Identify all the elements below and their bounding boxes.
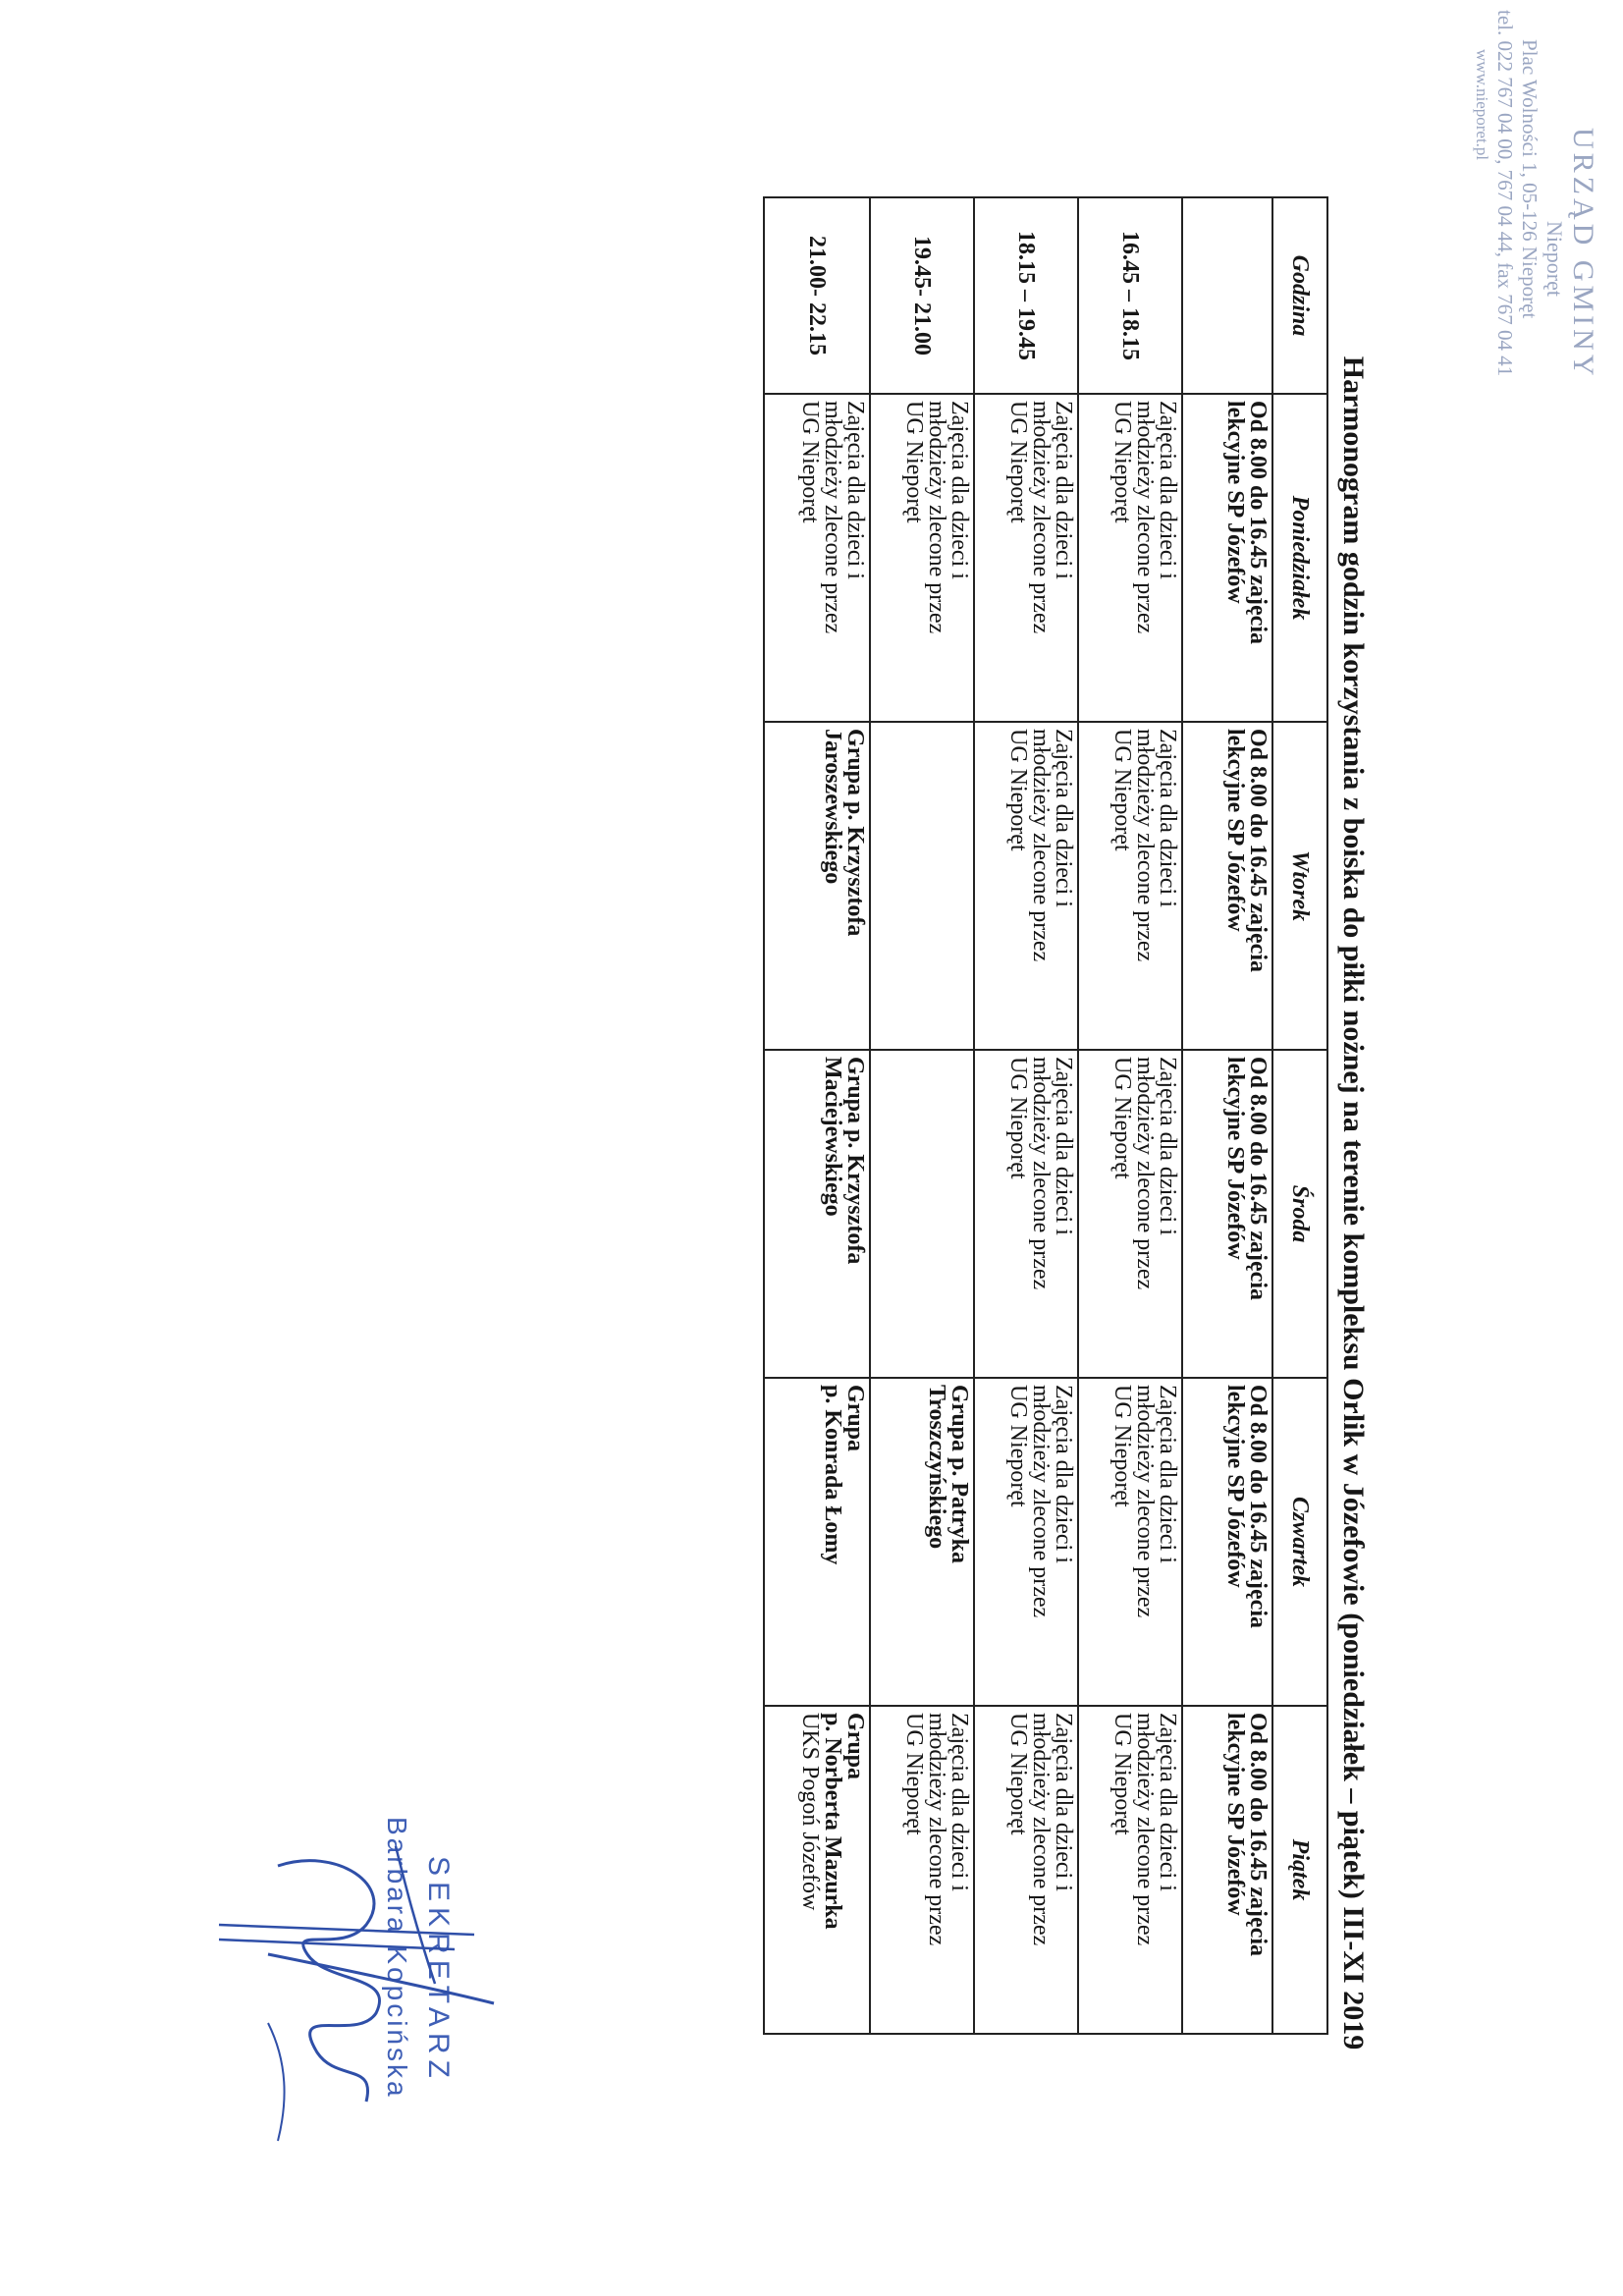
cell-line: lekcyjne SP Józefów — [1222, 401, 1248, 604]
cell-line: Zajęcia dla dzieci i — [1051, 401, 1076, 579]
cell-line: młodzieży zlecone przez — [1132, 729, 1158, 962]
cell-line: młodzieży zlecone przez — [924, 401, 949, 634]
stamp-website: www.nieporet.pl — [1473, 49, 1491, 161]
cell-line: Jaroszewskiego — [820, 729, 845, 885]
cell-tue-grupa — [764, 722, 870, 1050]
cell-line: UG Nieporęt — [1109, 1057, 1135, 1179]
cell-mon-zajecia — [764, 394, 870, 722]
stamp-office-name: URZĄD GMINY — [1567, 128, 1599, 380]
cell-fri-zajecia — [1078, 1706, 1182, 2034]
cell-line: Zajęcia dla dzieci i — [842, 401, 868, 579]
table-row — [764, 197, 870, 2034]
cell-tue-lessons — [1182, 722, 1272, 1050]
document-title: Harmonogram godzin korzystania z boiska do piłki nożnej na terenie kompleksu Orlik w Józefowie (poniedziałek – piątek) III-XI 2019 — [1337, 355, 1370, 2050]
time-cell: 16.45 – 18.15 — [1078, 197, 1182, 394]
cell-line: Zajęcia dla dzieci i — [1051, 1385, 1076, 1563]
cell-line: UG Nieporęt — [1005, 1057, 1031, 1179]
cell-line: młodzieży zlecone przez — [1028, 1057, 1054, 1290]
cell-wed-lessons — [1182, 1050, 1272, 1378]
cell-thu-zajecia — [974, 1378, 1078, 1706]
cell-line: UG Nieporęt — [1109, 1713, 1135, 1835]
cell-line: Od 8.00 do 16.45 zajęcia — [1245, 729, 1271, 972]
cell-thu-lessons — [1182, 1378, 1272, 1706]
cell-line: UG Nieporęt — [797, 401, 823, 523]
cell-line: p. Norberta Mazurka — [820, 1713, 845, 1930]
cell-line: młodzieży zlecone przez — [1132, 1385, 1158, 1618]
cell-line: Zajęcia dla dzieci i — [1155, 729, 1180, 907]
cell-line: UG Nieporęt — [1005, 729, 1031, 851]
cell-thu-zajecia — [1078, 1378, 1182, 1706]
signature-title: SEKRETARZ — [422, 1856, 455, 2084]
time-cell-empty — [1182, 197, 1272, 394]
cell-line: Zajęcia dla dzieci i — [947, 401, 972, 579]
cell-line: młodzieży zlecone przez — [1132, 401, 1158, 634]
time-cell: 19.45- 21.00 — [870, 197, 974, 394]
cell-line: lekcyjne SP Józefów — [1222, 729, 1248, 932]
cell-line: Zajęcia dla dzieci i — [947, 1713, 972, 1891]
time-cell: 21.00- 22.15 — [764, 197, 870, 394]
cell-line: UG Nieporęt — [1109, 1385, 1135, 1507]
cell-line: UG Nieporęt — [1005, 1713, 1031, 1835]
header-czwartek: Czwartek — [1272, 1378, 1327, 1706]
header-godzina: Godzina — [1272, 197, 1327, 394]
cell-wed-grupa — [764, 1050, 870, 1378]
cell-line: młodzieży zlecone przez — [1028, 729, 1054, 962]
cell-line: UKS Pogoń Józefów — [797, 1713, 823, 1911]
cell-line: UG Nieporęt — [1109, 729, 1135, 851]
cell-thu-grupa — [764, 1378, 870, 1706]
time-cell: 18.15 – 19.45 — [974, 197, 1078, 394]
cell-mon-zajecia — [870, 394, 974, 722]
secretary-signature — [189, 1807, 514, 2200]
office-stamp — [1471, 10, 1598, 560]
header-piatek: Piątek — [1272, 1706, 1327, 2034]
cell-line: lekcyjne SP Józefów — [1222, 1713, 1248, 1916]
cell-line: Grupa — [842, 1385, 868, 1452]
cell-line: Zajęcia dla dzieci i — [1155, 1713, 1180, 1891]
schedule-table — [763, 196, 1328, 2035]
cell-line: Zajęcia dla dzieci i — [1051, 1057, 1076, 1235]
cell-line: Zajęcia dla dzieci i — [1155, 1385, 1180, 1563]
cell-line: Grupa p. Krzysztofa — [842, 729, 868, 937]
cell-line: UG Nieporęt — [1109, 401, 1135, 523]
signature-name: Barbara Kopcińska — [382, 1817, 412, 2100]
cell-fri-lessons — [1182, 1706, 1272, 2034]
cell-line: Troszczyńskiego — [924, 1385, 949, 1550]
cell-tue-zajecia — [974, 722, 1078, 1050]
cell-fri-grupa — [764, 1706, 870, 2034]
cell-line: UG Nieporęt — [1005, 1385, 1031, 1507]
cell-tue-zajecia — [1078, 722, 1182, 1050]
cell-mon-lessons — [1182, 394, 1272, 722]
cell-line: młodzieży zlecone przez — [1028, 1385, 1054, 1618]
cell-line: młodzieży zlecone przez — [1028, 1713, 1054, 1946]
cell-line: młodzieży zlecone przez — [820, 401, 845, 634]
cell-wed-zajecia — [1078, 1050, 1182, 1378]
cell-line: młodzieży zlecone przez — [924, 1713, 949, 1946]
cell-line: młodzieży zlecone przez — [1132, 1057, 1158, 1290]
cell-line: Zajęcia dla dzieci i — [1051, 729, 1076, 907]
cell-line: UG Nieporęt — [901, 401, 927, 523]
cell-fri-zajecia — [870, 1706, 974, 2034]
cell-line: Maciejewskiego — [820, 1057, 845, 1217]
cell-fri-zajecia — [974, 1706, 1078, 2034]
cell-tue-empty — [870, 722, 974, 1050]
cell-line: młodzieży zlecone przez — [1028, 401, 1054, 634]
table-row — [870, 197, 974, 2034]
cell-line: lekcyjne SP Józefów — [1222, 1385, 1248, 1588]
table-row — [1182, 197, 1272, 2034]
cell-thu-grupa — [870, 1378, 974, 1706]
cell-line: Od 8.00 do 16.45 zajęcia — [1245, 1057, 1271, 1300]
cell-line: Grupa — [842, 1713, 868, 1780]
cell-line: UG Nieporęt — [901, 1713, 927, 1835]
cell-line: Od 8.00 do 16.45 zajęcia — [1245, 401, 1271, 644]
table-header-row — [1272, 197, 1327, 2034]
cell-line: Zajęcia dla dzieci i — [1155, 1057, 1180, 1235]
stamp-phone: tel. 022 767 04 00, 767 04 44, fax 767 04 41 — [1493, 10, 1517, 377]
handwritten-signature-icon — [189, 1807, 514, 2200]
cell-mon-zajecia — [1078, 394, 1182, 722]
stamp-address: Plac Wolności 1, 05-126 Nieporęt — [1518, 39, 1542, 319]
header-sroda: Środa — [1272, 1050, 1327, 1378]
cell-line: Zajęcia dla dzieci i — [1155, 401, 1180, 579]
header-poniedzialek: Poniedziałek — [1272, 394, 1327, 722]
table-row — [974, 197, 1078, 2034]
table-row — [1078, 197, 1182, 2034]
cell-wed-zajecia — [974, 1050, 1078, 1378]
cell-line: p. Konrada Łomy — [820, 1385, 845, 1565]
stamp-town: Nieporęt — [1542, 221, 1567, 297]
header-wtorek: Wtorek — [1272, 722, 1327, 1050]
cell-mon-zajecia — [974, 394, 1078, 722]
cell-line: Od 8.00 do 16.45 zajęcia — [1245, 1385, 1271, 1628]
cell-line: lekcyjne SP Józefów — [1222, 1057, 1248, 1260]
cell-line: Od 8.00 do 16.45 zajęcia — [1245, 1713, 1271, 1956]
cell-line: Zajęcia dla dzieci i — [1051, 1713, 1076, 1891]
cell-line: UG Nieporęt — [1005, 401, 1031, 523]
cell-line: młodzieży zlecone przez — [1132, 1713, 1158, 1946]
cell-line: Grupa p. Krzysztofa — [842, 1057, 868, 1265]
cell-wed-empty — [870, 1050, 974, 1378]
cell-line: Grupa p. Patryka — [947, 1385, 972, 1564]
